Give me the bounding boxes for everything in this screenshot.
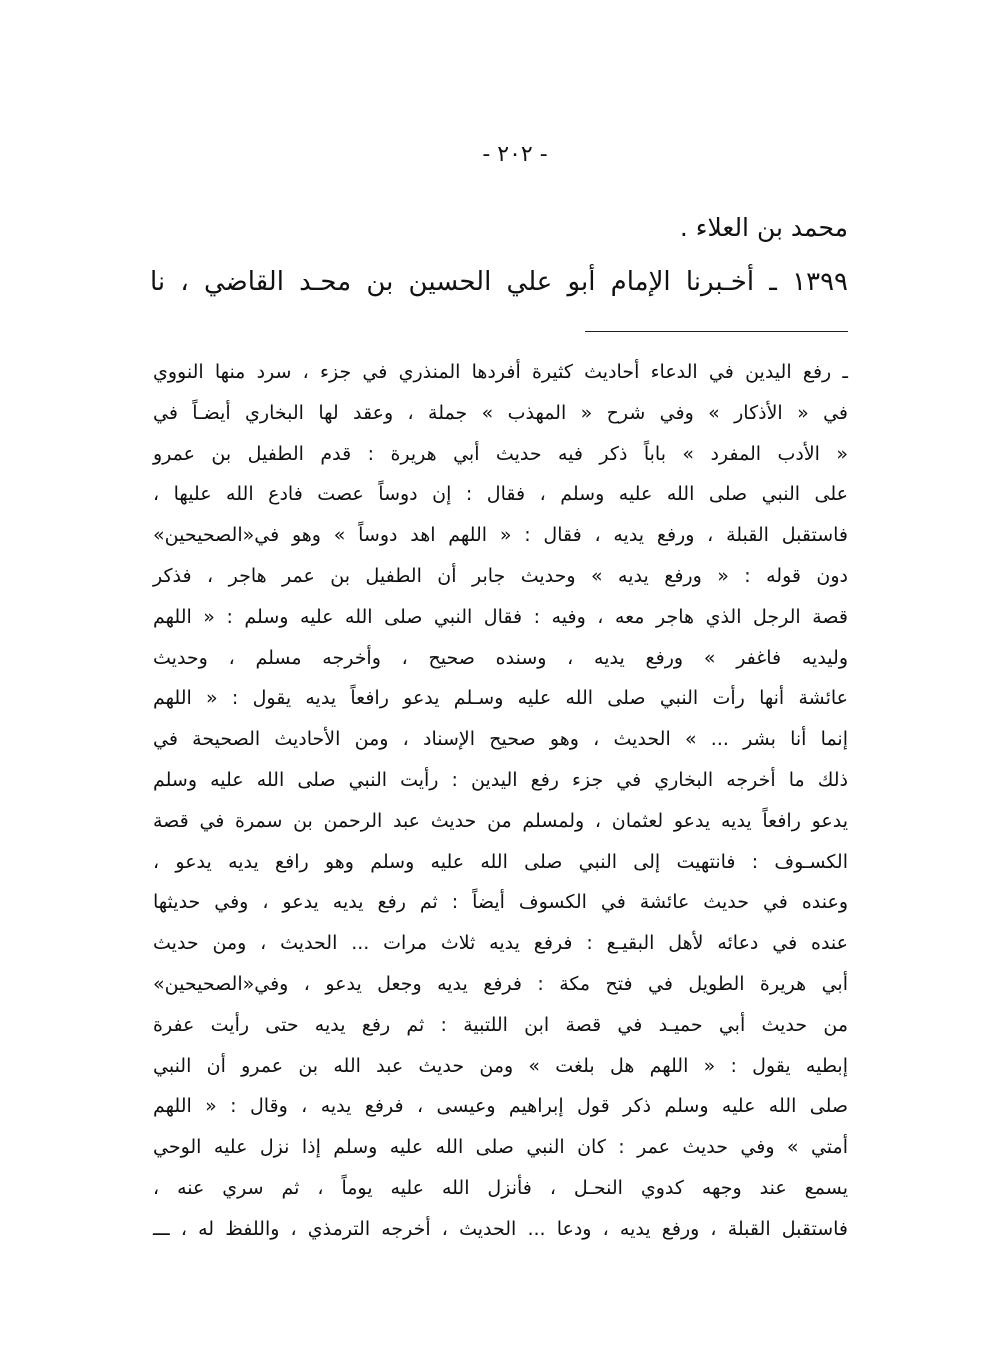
- page-number: - ٢٠٢ -: [482, 142, 548, 167]
- main-text-line: ١٣٩٩ ـ أخـبرنا الإمام أبو علي الحسين بن محـد القاضي ، نا: [150, 267, 848, 297]
- footnote-block: [153, 352, 848, 1250]
- footnote-line: وليديه فاغفر » ورفع يديه ، وسنده صحيح ، وأخرجه مسلم ، وحديث: [153, 646, 848, 669]
- footnote-line: الكسـوف : فانتهيت إلى النبي صلى الله عليه وسلم وهو رافع يديه يدعو ،: [153, 850, 848, 873]
- footnote-line: فاستقبل القبلة ، ورفع يديه ، فقال : « اللهم اهد دوساً » وهو في«الصحيحين»: [153, 524, 848, 547]
- footnote-line: من حديث أبي حميـد في قصة ابن اللتبية : ثم رفع يديه حتى رأيت عفرة: [153, 1013, 848, 1036]
- footnote-line: وعنده في حديث عائشة في الكسوف أيضاً : ثم رفع يديه يدعو ، وفي حديثها: [153, 891, 848, 914]
- footnote-line: يدعو رافعاً يديه يدعو لعثمان ، ولمسلم من حديث عبد الرحمن بن سمرة في قصة: [153, 809, 848, 832]
- footnote-line: يسمع عند وجهه كدوي النحـل ، فأنزل الله عليه يوماً ، ثم سري عنه ،: [153, 1176, 848, 1199]
- footnote-line: دون قوله : « ورفع يديه » وحديث جابر أن الطفيل بن عمر هاجر ، فذكر: [153, 564, 848, 587]
- main-text-line: محمد بن العلاء .: [679, 213, 848, 242]
- footnote-line: فاستقبل القبلة ، ورفع يديه ، ودعا ... الحديث ، أخرجه الترمذي ، واللفظ له ، ـــ: [153, 1217, 848, 1240]
- footnote-line: إنما أنا بشر ... » الحديث ، وهو صحيح الإسناد ، ومن الأحاديث الصحيحة في: [153, 728, 848, 751]
- footnote-line: « الأدب المفرد » باباً ذكر فيه حديث أبي هريرة : قدم الطفيل بن عمرو: [153, 442, 848, 465]
- footnote-line: قصة الرجل الذي هاجر معه ، وفيه : فقال النبي صلى الله عليه وسلم : « اللهم: [153, 605, 848, 628]
- footnote-line: صلى الله عليه وسلم ذكر قول إبراهيم وعيسى ، فرفع يديه ، وقال : « اللهم: [153, 1095, 848, 1118]
- footnote-divider: [585, 331, 848, 332]
- footnote-line: عائشة أنها رأت النبي صلى الله عليه وسـلم يدعو رافعاً يديه يقول : « اللهم: [153, 687, 848, 710]
- footnote-line: ذلك ما أخرجه البخاري في جزء رفع اليدين : رأيت النبي صلى الله عليه وسلم: [153, 768, 848, 791]
- footnote-line: عنده في دعائه لأهل البقيـع : فرفع يديه ثلاث مرات ... الحديث ، ومن حديث: [153, 932, 848, 955]
- footnote-line: أبي هريرة الطويل في فتح مكة : فرفع يديه وجعل يدعو ، وفي«الصحيحين»: [153, 972, 848, 995]
- footnote-line: أمتي » وفي حديث عمر : كان النبي صلى الله عليه وسلم إذا نزل عليه الوحي: [153, 1136, 848, 1159]
- footnote-line: على النبي صلى الله عليه وسلم ، فقال : إن دوساً عصت فادع الله عليها ،: [153, 483, 848, 506]
- footnote-line: ـ رفع اليدين في الدعاء أحاديث كثيرة أفردها المنذري في جزء ، سرد منها النووي: [153, 361, 848, 383]
- footnote-line: في « الأذكار » وفي شرح « المهذب » جملة ، وعقد لها البخاري أيضـاً في: [153, 401, 848, 424]
- footnote-line: إبطيه يقول : « اللهم هل بلغت » ومن حديث عبد الله بن عمرو أن النبي: [153, 1054, 848, 1077]
